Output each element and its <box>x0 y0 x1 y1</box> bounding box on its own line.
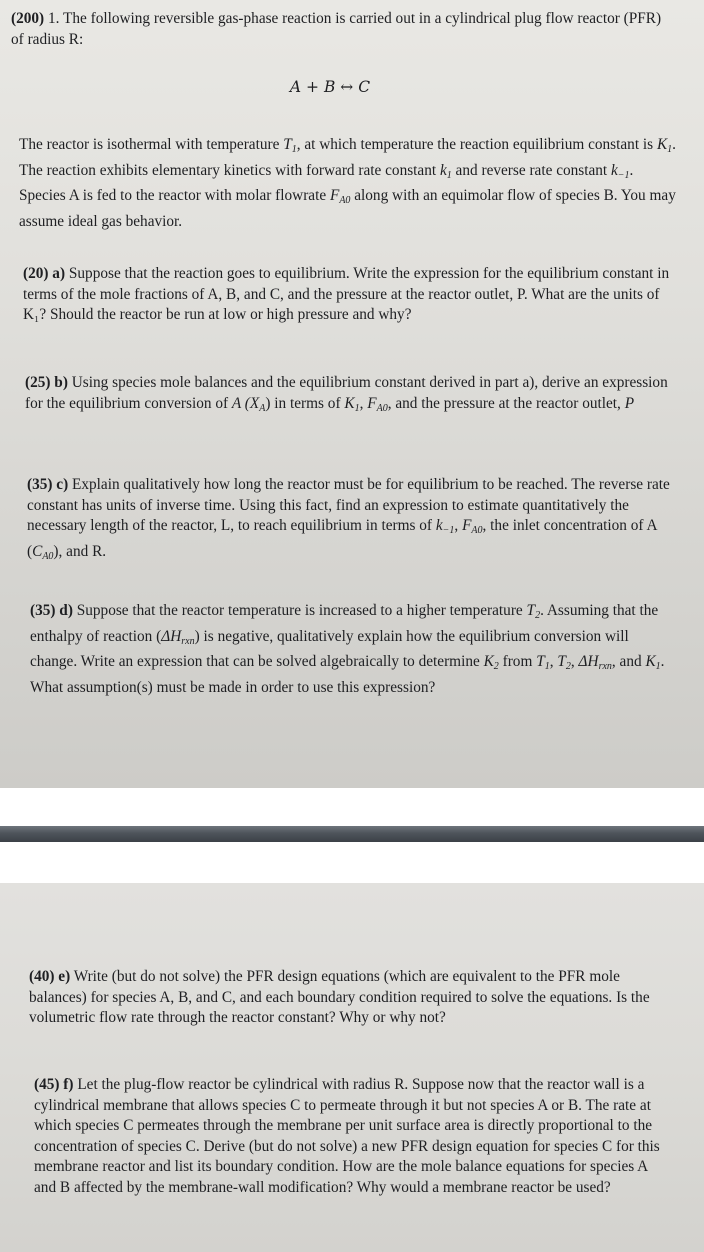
part-d-text: , <box>549 653 558 670</box>
var-t1-sub: 1 <box>291 144 297 155</box>
part-d-text: . What assumption(s) must be made in order to use this expression? <box>30 653 665 696</box>
question-points: (200) <box>11 10 45 27</box>
intro-text: , at which temperature the reaction equilibrium constant is <box>296 136 657 153</box>
var-fa0-sub: A0 <box>376 402 388 414</box>
var-k2-sub: 2 <box>493 661 499 672</box>
var-t2: T <box>526 602 536 619</box>
question-1-lead <box>11 9 676 50</box>
part-c-text: , <box>454 517 463 534</box>
var-fa0: F <box>367 394 377 412</box>
part-b <box>25 373 675 419</box>
var-kr: k <box>435 517 443 534</box>
var-k2: K <box>483 653 494 670</box>
var-kr: k <box>611 161 618 179</box>
part-c-text: ), and R. <box>53 542 107 560</box>
part-d-text: Suppose that the reactor temperature is increased to a higher temperature <box>72 602 527 619</box>
part-c-text: Explain qualitatively how long the reactor must be for equilibrium to be reached. The reverse rate constant has units of inverse time. Using this fact, find an expression to estimate quantitatively the necessary length of the reactor, L, to reach equilibrium in terms of <box>27 476 670 534</box>
part-d <box>30 601 676 698</box>
var-k1: K <box>645 653 656 670</box>
part-d-text: , <box>570 653 579 670</box>
part-e <box>29 967 677 1029</box>
part-a <box>23 264 675 326</box>
var-ca0: C <box>32 542 43 560</box>
part-c-points: (35) c) <box>27 476 69 493</box>
var-t2-sub: 2 <box>535 610 541 621</box>
var-t1: T <box>283 136 292 153</box>
var-kr-sub: −1 <box>442 525 455 536</box>
part-f <box>34 1075 670 1198</box>
part-b-text: ) in terms of <box>265 394 345 412</box>
var-fa0: F <box>462 517 472 534</box>
var-t1: T <box>536 653 545 670</box>
part-b-text: , and the pressure at the reactor outlet, <box>387 394 625 412</box>
question-lead-text: 1. The following reversible gas-phase reaction is carried out in a cylindrical plug flow reactor (PFR) of radius R: <box>11 10 662 48</box>
var-kf-sub: 1 <box>446 169 452 181</box>
var-k1: K <box>344 394 355 412</box>
var-dhrxn-sub: rxn <box>181 635 195 647</box>
var-dhrxn: ΔH <box>578 653 599 670</box>
var-p: P <box>624 394 635 412</box>
var-xa-sub: A <box>259 402 266 414</box>
intro-text: along with an equimolar flow of species B. You may assume ideal gas behavior. <box>19 187 676 230</box>
part-f-points: (45) f) <box>34 1076 74 1093</box>
var-fa0: F <box>329 187 340 204</box>
var-t2: T <box>557 653 566 670</box>
var-k1-sub: 1 <box>354 402 360 414</box>
var-kf: k <box>439 161 447 179</box>
intro-text: . The reaction exhibits elementary kinetics with forward rate constant <box>19 136 676 179</box>
part-f-text: Let the plug-flow reactor be cylindrical with radius R. Suppose now that the reactor wall is a cylindrical membrane that allows species C to permeate through it but not species A or B. The rate at which species C permeates through the membrane per unit surface area is directly proportional to the concentration of species C. Derive (but do not solve) a new PFR design equation for species C for this membrane reactor and list its boundary condition. How are the mole balance equations for species A and B affected by the membrane-wall modification? Why would a membrane reactor be used? <box>34 1076 660 1196</box>
part-e-text: Write (but do not solve) the PFR design equations (which are equivalent to the PFR mole balances) for species A, B, and C, and each boundary condition required to solve the equations. Is the volumetric flow rate through the reactor constant? Why or why not? <box>29 968 650 1026</box>
part-a-points: (20) a) <box>23 265 66 282</box>
part-c <box>27 475 677 567</box>
var-t2-sub: 2 <box>565 661 571 672</box>
intro-text: . Species A is fed to the reactor with molar flowrate <box>19 161 634 204</box>
var-t1-sub: 1 <box>544 661 550 672</box>
part-b-text: , <box>359 394 368 412</box>
page-gap-lower <box>0 842 704 883</box>
var-dhrxn: ΔH <box>161 627 182 645</box>
var-ca0-sub: A0 <box>42 550 54 562</box>
var-fa0-sub: A0 <box>339 195 351 206</box>
page-divider <box>0 826 704 842</box>
part-b-text: Using species mole balances and the equilibrium constant derived in part a), derive an expression for the equilibrium conversion of <box>25 374 668 412</box>
part-a-text: Suppose that the reaction goes to equilibrium. Write the expression for the equilibrium constant in terms of the mole fractions of A, B, and C, and the pressure at the reactor outlet, P. What are the units of K₁? Should the reactor be run at low or high pressure and why? <box>23 265 670 323</box>
intro-text: and reverse rate constant <box>451 161 611 179</box>
var-fa0-sub: A0 <box>471 525 483 536</box>
part-b-points: (25) b) <box>25 374 68 391</box>
part-d-text: . Assuming that the enthalpy of reaction ( <box>30 602 659 645</box>
var-k1-sub: 1 <box>667 144 673 155</box>
question-1-intro <box>19 135 679 232</box>
var-kr-sub: −1 <box>617 169 630 181</box>
part-d-text: ) is negative, qualitatively explain how the equilibrium conversion will change. Write an expression that can be solved algebraically to determine <box>30 627 629 670</box>
var-dhrxn-sub: rxn <box>598 661 612 672</box>
part-d-points: (35) d) <box>30 602 73 619</box>
page-gap <box>0 788 704 826</box>
part-e-points: (40) e) <box>29 968 71 985</box>
var-k1-sub: 1 <box>655 661 661 672</box>
var-k1: K <box>656 136 668 153</box>
part-d-text: , and <box>611 653 646 670</box>
var-xa: A (X <box>231 394 260 412</box>
reaction-equation: A + B ↔ C <box>289 78 371 96</box>
part-d-text: from <box>498 653 537 670</box>
intro-text: The reactor is isothermal with temperature <box>19 136 284 153</box>
part-c-text: , the inlet concentration of A ( <box>27 517 657 560</box>
